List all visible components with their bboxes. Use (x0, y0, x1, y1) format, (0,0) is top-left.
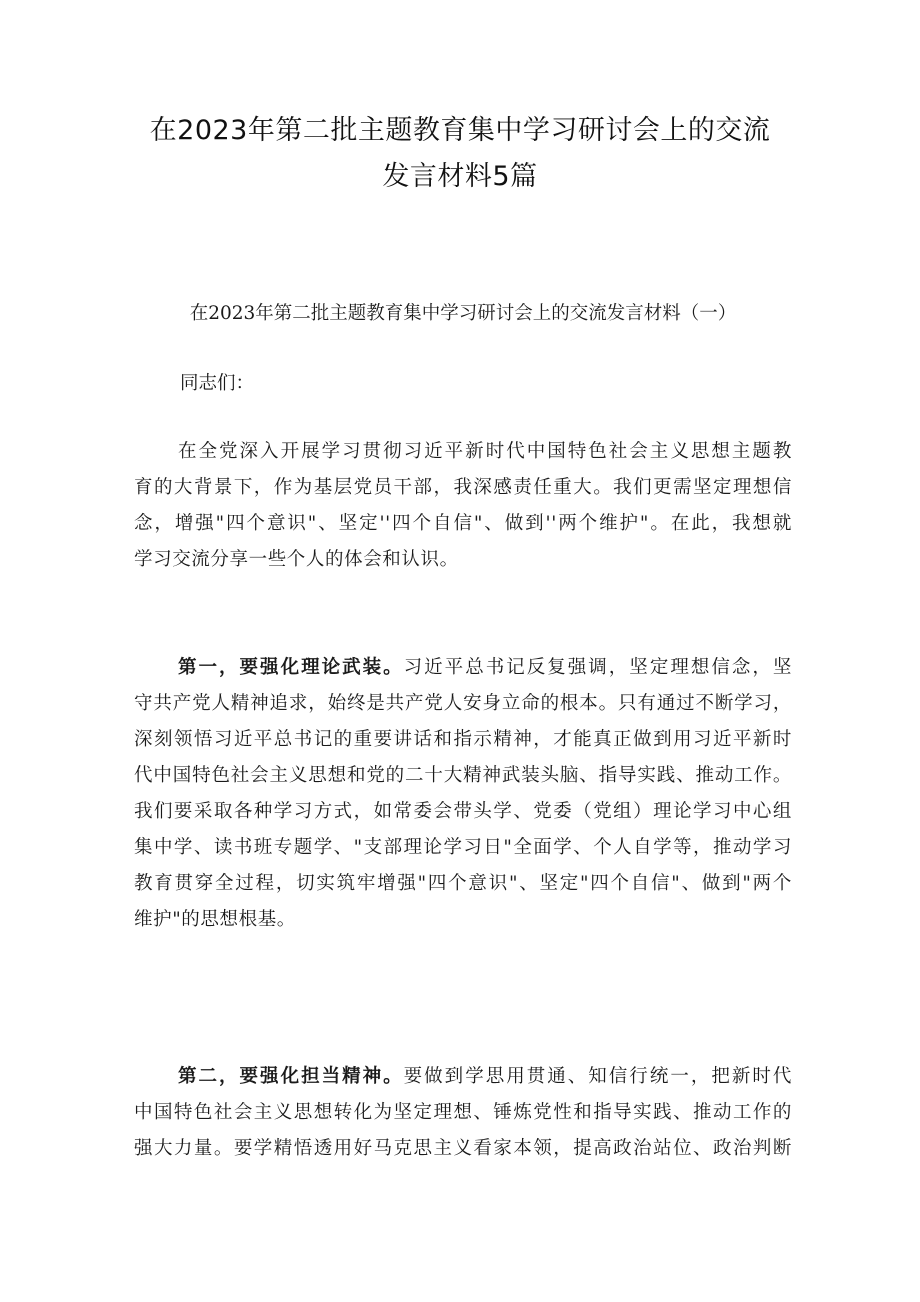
paragraph-line: 守共产党人精神追求，始终是共产党人安身立命的根本。只有通过不断学习， (134, 693, 792, 714)
document-title-line-2: 发言材料5篇 (382, 161, 538, 192)
section-title: 在2023年第二批主题教育集中学习研讨会上的交流发言材料（一） (189, 303, 737, 324)
paragraph-line (134, 650, 792, 686)
paragraph-line: 育的大背景下，作为基层党员干部，我深感责任重大。我们更需坚定理想信 (134, 477, 792, 498)
document-title-line-1: 在2023年第二批主题教育集中学习研讨会上的交流 (149, 115, 771, 146)
paragraph-line: 念，增强"四个意识"、坚定''四个自信"、做到''两个维护"。在此，我想就 (134, 513, 792, 534)
paragraph-line: 维护"的思想根基。 (134, 909, 296, 930)
paragraph-line: 集中学、读书班专题学、"支部理论学习日"全面学、个人自学等，推动学习 (134, 837, 792, 858)
salutation: 同志们： (180, 373, 255, 394)
paragraph-line: 教育贯穿全过程，切实筑牢增强"四个意识"、坚定"四个自信"、做到"两个 (134, 873, 792, 894)
paragraph-line-text: 习近平总书记反复强调，坚定理想信念，坚 (403, 657, 792, 678)
paragraph-point-one (134, 650, 792, 938)
paragraph-line: 强大力量。要学精悟透用好马克思主义看家本领，提高政治站位、政治判断 (134, 1138, 792, 1159)
paragraph-intro (134, 434, 792, 578)
paragraph-line (134, 1059, 792, 1095)
paragraph-line: 中国特色社会主义思想转化为坚定理想、锤炼党性和指导实践、推动工作的 (134, 1102, 792, 1123)
paragraph-point-two (134, 1059, 792, 1167)
paragraph-lead-heading: 第二，要强化担当精神。 (178, 1066, 404, 1087)
paragraph-line: 我们要采取各种学习方式，如常委会带头学、党委（党组）理论学习中心组 (134, 801, 792, 822)
paragraph-line: 深刻领悟习近平总书记的重要讲话和指示精神，才能真正做到用习近平新时 (134, 729, 792, 750)
paragraph-line-text: 要做到学思用贯通、知信行统一，把新时代 (403, 1066, 792, 1087)
paragraph-lead-heading: 第一，要强化理论武装。 (178, 657, 404, 678)
paragraph-line: 在全党深入开展学习贯彻习近平新时代中国特色社会主义思想主题教 (178, 441, 792, 462)
paragraph-line: 学习交流分享一些个人的体会和认识。 (134, 549, 459, 570)
paragraph-line: 代中国特色社会主义思想和党的二十大精神武装头脑、指导实践、推动工作。 (134, 765, 792, 786)
